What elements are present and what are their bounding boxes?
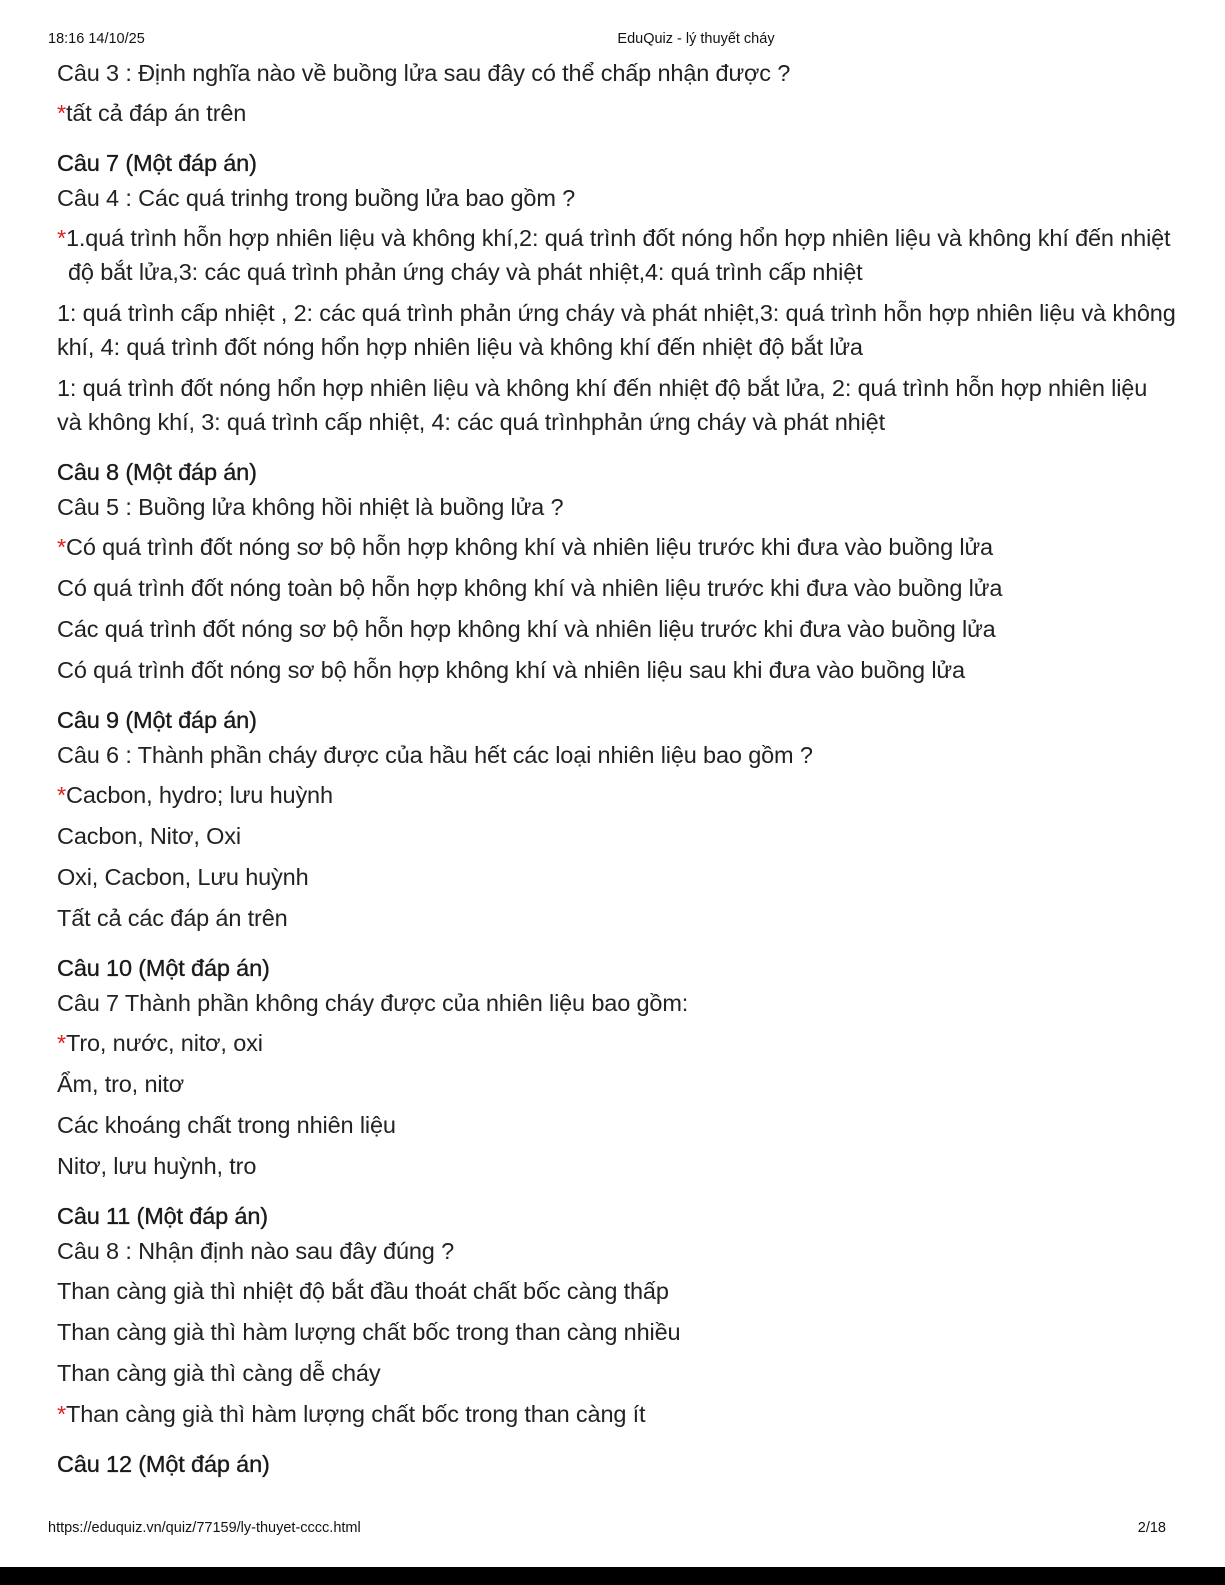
answer-list — [57, 1274, 1177, 1431]
answer-text: Các khoáng chất trong nhiên liệu — [57, 1112, 396, 1138]
question-block — [57, 703, 1177, 935]
answer-option — [57, 1108, 1177, 1142]
answer-option — [57, 653, 1177, 687]
correct-answer-mark: * — [57, 782, 66, 808]
answer-list — [57, 221, 1177, 439]
answer-text: Có quá trình đốt nóng sơ bộ hỗn hợp không khí và nhiên liệu trước khi đưa vào buồng lửa — [66, 534, 993, 560]
answer-text: 1: quá trình cấp nhiệt , 2: các quá trình phản ứng cháy và phát nhiệt,3: quá trình hỗn hợp nhiên liệu và không khí, 4: quá trình đốt nóng hổn hợp nhiên liệu và không khí đến nhiệt độ bắt lửa — [57, 300, 1176, 360]
answer-option — [57, 1274, 1177, 1308]
answer-option — [57, 571, 1177, 605]
answer-option — [57, 1149, 1177, 1183]
answer-text: Nitơ, lưu huỳnh, tro — [57, 1153, 257, 1179]
question-list — [57, 146, 1177, 1431]
answer-text: Tất cả các đáp án trên — [57, 905, 288, 931]
question-header: Câu 7 (Một đáp án) — [57, 150, 257, 176]
answer-option — [57, 860, 1177, 894]
print-timestamp: 18:16 14/10/25 — [48, 31, 145, 47]
answer-text: 1.quá trình hỗn hợp nhiên liệu và không khí,2: quá trình đốt nóng hổn hợp nhiên liệu và không khí đến nhiệt độ bắt lửa,3: các quá trình phản ứng cháy và phát nhiệt,4: quá trình cấp nhiệt — [66, 225, 1171, 285]
question-block — [57, 455, 1177, 687]
answer-text: Các quá trình đốt nóng sơ bộ hỗn hợp không khí và nhiên liệu trước khi đưa vào buồng lửa — [57, 616, 996, 642]
question-header: Câu 11 (Một đáp án) — [57, 1203, 268, 1229]
question-block — [57, 951, 1177, 1183]
answer-option — [57, 1356, 1177, 1390]
question-header: Câu 8 (Một đáp án) — [57, 459, 257, 485]
correct-answer-mark: * — [57, 225, 66, 251]
answer-option-correct — [57, 1397, 1177, 1431]
answer-option-correct — [57, 530, 1177, 564]
answer-list — [57, 530, 1177, 687]
question-text: Câu 4 : Các quá trinhg trong buồng lửa bao gồm ? — [57, 185, 576, 211]
question-text: Câu 3 : Định nghĩa nào về buồng lửa sau đây có thể chấp nhận được ? — [57, 60, 791, 86]
page-number: 2/18 — [1137, 1520, 1166, 1536]
answer-option — [57, 1315, 1177, 1349]
correct-answer-mark: * — [57, 1401, 66, 1427]
answer-option — [57, 1067, 1177, 1101]
answer-option-correct — [57, 96, 1177, 130]
print-footer — [0, 1519, 1225, 1539]
answer-text: Than càng già thì hàm lượng chất bốc trong than càng ít — [66, 1401, 646, 1427]
answer-option — [57, 371, 1177, 439]
question-text: Câu 8 : Nhận định nào sau đây đúng ? — [57, 1238, 455, 1264]
question-text: Câu 6 : Thành phần cháy được của hầu hết các loại nhiên liệu bao gồm ? — [57, 742, 813, 768]
question-header: Câu 10 (Một đáp án) — [57, 955, 270, 981]
question-text: Câu 7 Thành phần không cháy được của nhiên liệu bao gồm: — [57, 990, 689, 1016]
answer-option-correct — [57, 778, 1177, 812]
print-header — [0, 30, 1225, 50]
correct-answer-mark: * — [57, 100, 66, 126]
answer-text: Cacbon, Nitơ, Oxi — [57, 823, 241, 849]
answer-text: tất cả đáp án trên — [66, 100, 247, 126]
answer-list — [57, 778, 1177, 935]
question-block — [57, 146, 1177, 439]
answer-text: Oxi, Cacbon, Lưu huỳnh — [57, 864, 309, 890]
answer-option — [57, 819, 1177, 853]
answer-text: Than càng già thì hàm lượng chất bốc trong than càng nhiều — [57, 1319, 681, 1345]
answer-option — [57, 296, 1177, 364]
quiz-content — [57, 56, 1177, 1481]
answer-text: Có quá trình đốt nóng toàn bộ hỗn hợp không khí và nhiên liệu trước khi đưa vào buồng lửa — [57, 575, 1003, 601]
answer-text: Tro, nước, nitơ, oxi — [66, 1030, 263, 1056]
answer-option-correct — [57, 221, 1177, 289]
question-header-trailing: Câu 12 (Một đáp án) — [57, 1451, 270, 1477]
question-text: Câu 5 : Buồng lửa không hồi nhiệt là buồng lửa ? — [57, 494, 564, 520]
answer-option — [57, 901, 1177, 935]
correct-answer-mark: * — [57, 534, 66, 560]
answer-option — [57, 612, 1177, 646]
document-title: EduQuiz - lý thuyết cháy — [617, 31, 775, 47]
bottom-edge-bar — [0, 1567, 1225, 1585]
answer-list — [57, 96, 1177, 130]
answer-text: Có quá trình đốt nóng sơ bộ hỗn hợp không khí và nhiên liệu sau khi đưa vào buồng lửa — [57, 657, 965, 683]
answer-text: Ẩm, tro, nitơ — [57, 1071, 185, 1097]
question-header: Câu 9 (Một đáp án) — [57, 707, 257, 733]
answer-text: 1: quá trình đốt nóng hổn hợp nhiên liệu và không khí đến nhiệt độ bắt lửa, 2: quá trình hỗn hợp nhiên liệu và không khí, 3: quá trình cấp nhiệt, 4: các quá trìnhphản ứng cháy và phát nhiệt — [57, 375, 1148, 435]
question-block-intro — [57, 56, 1177, 130]
answer-text: Cacbon, hydro; lưu huỳnh — [66, 782, 333, 808]
answer-text: Than càng già thì càng dễ cháy — [57, 1360, 381, 1386]
answer-list — [57, 1026, 1177, 1183]
page-url: https://eduquiz.vn/quiz/77159/ly-thuyet-cccc.html — [48, 1520, 361, 1536]
correct-answer-mark: * — [57, 1030, 66, 1056]
answer-option-correct — [57, 1026, 1177, 1060]
answer-text: Than càng già thì nhiệt độ bắt đầu thoát chất bốc càng thấp — [57, 1278, 669, 1304]
question-block — [57, 1199, 1177, 1431]
